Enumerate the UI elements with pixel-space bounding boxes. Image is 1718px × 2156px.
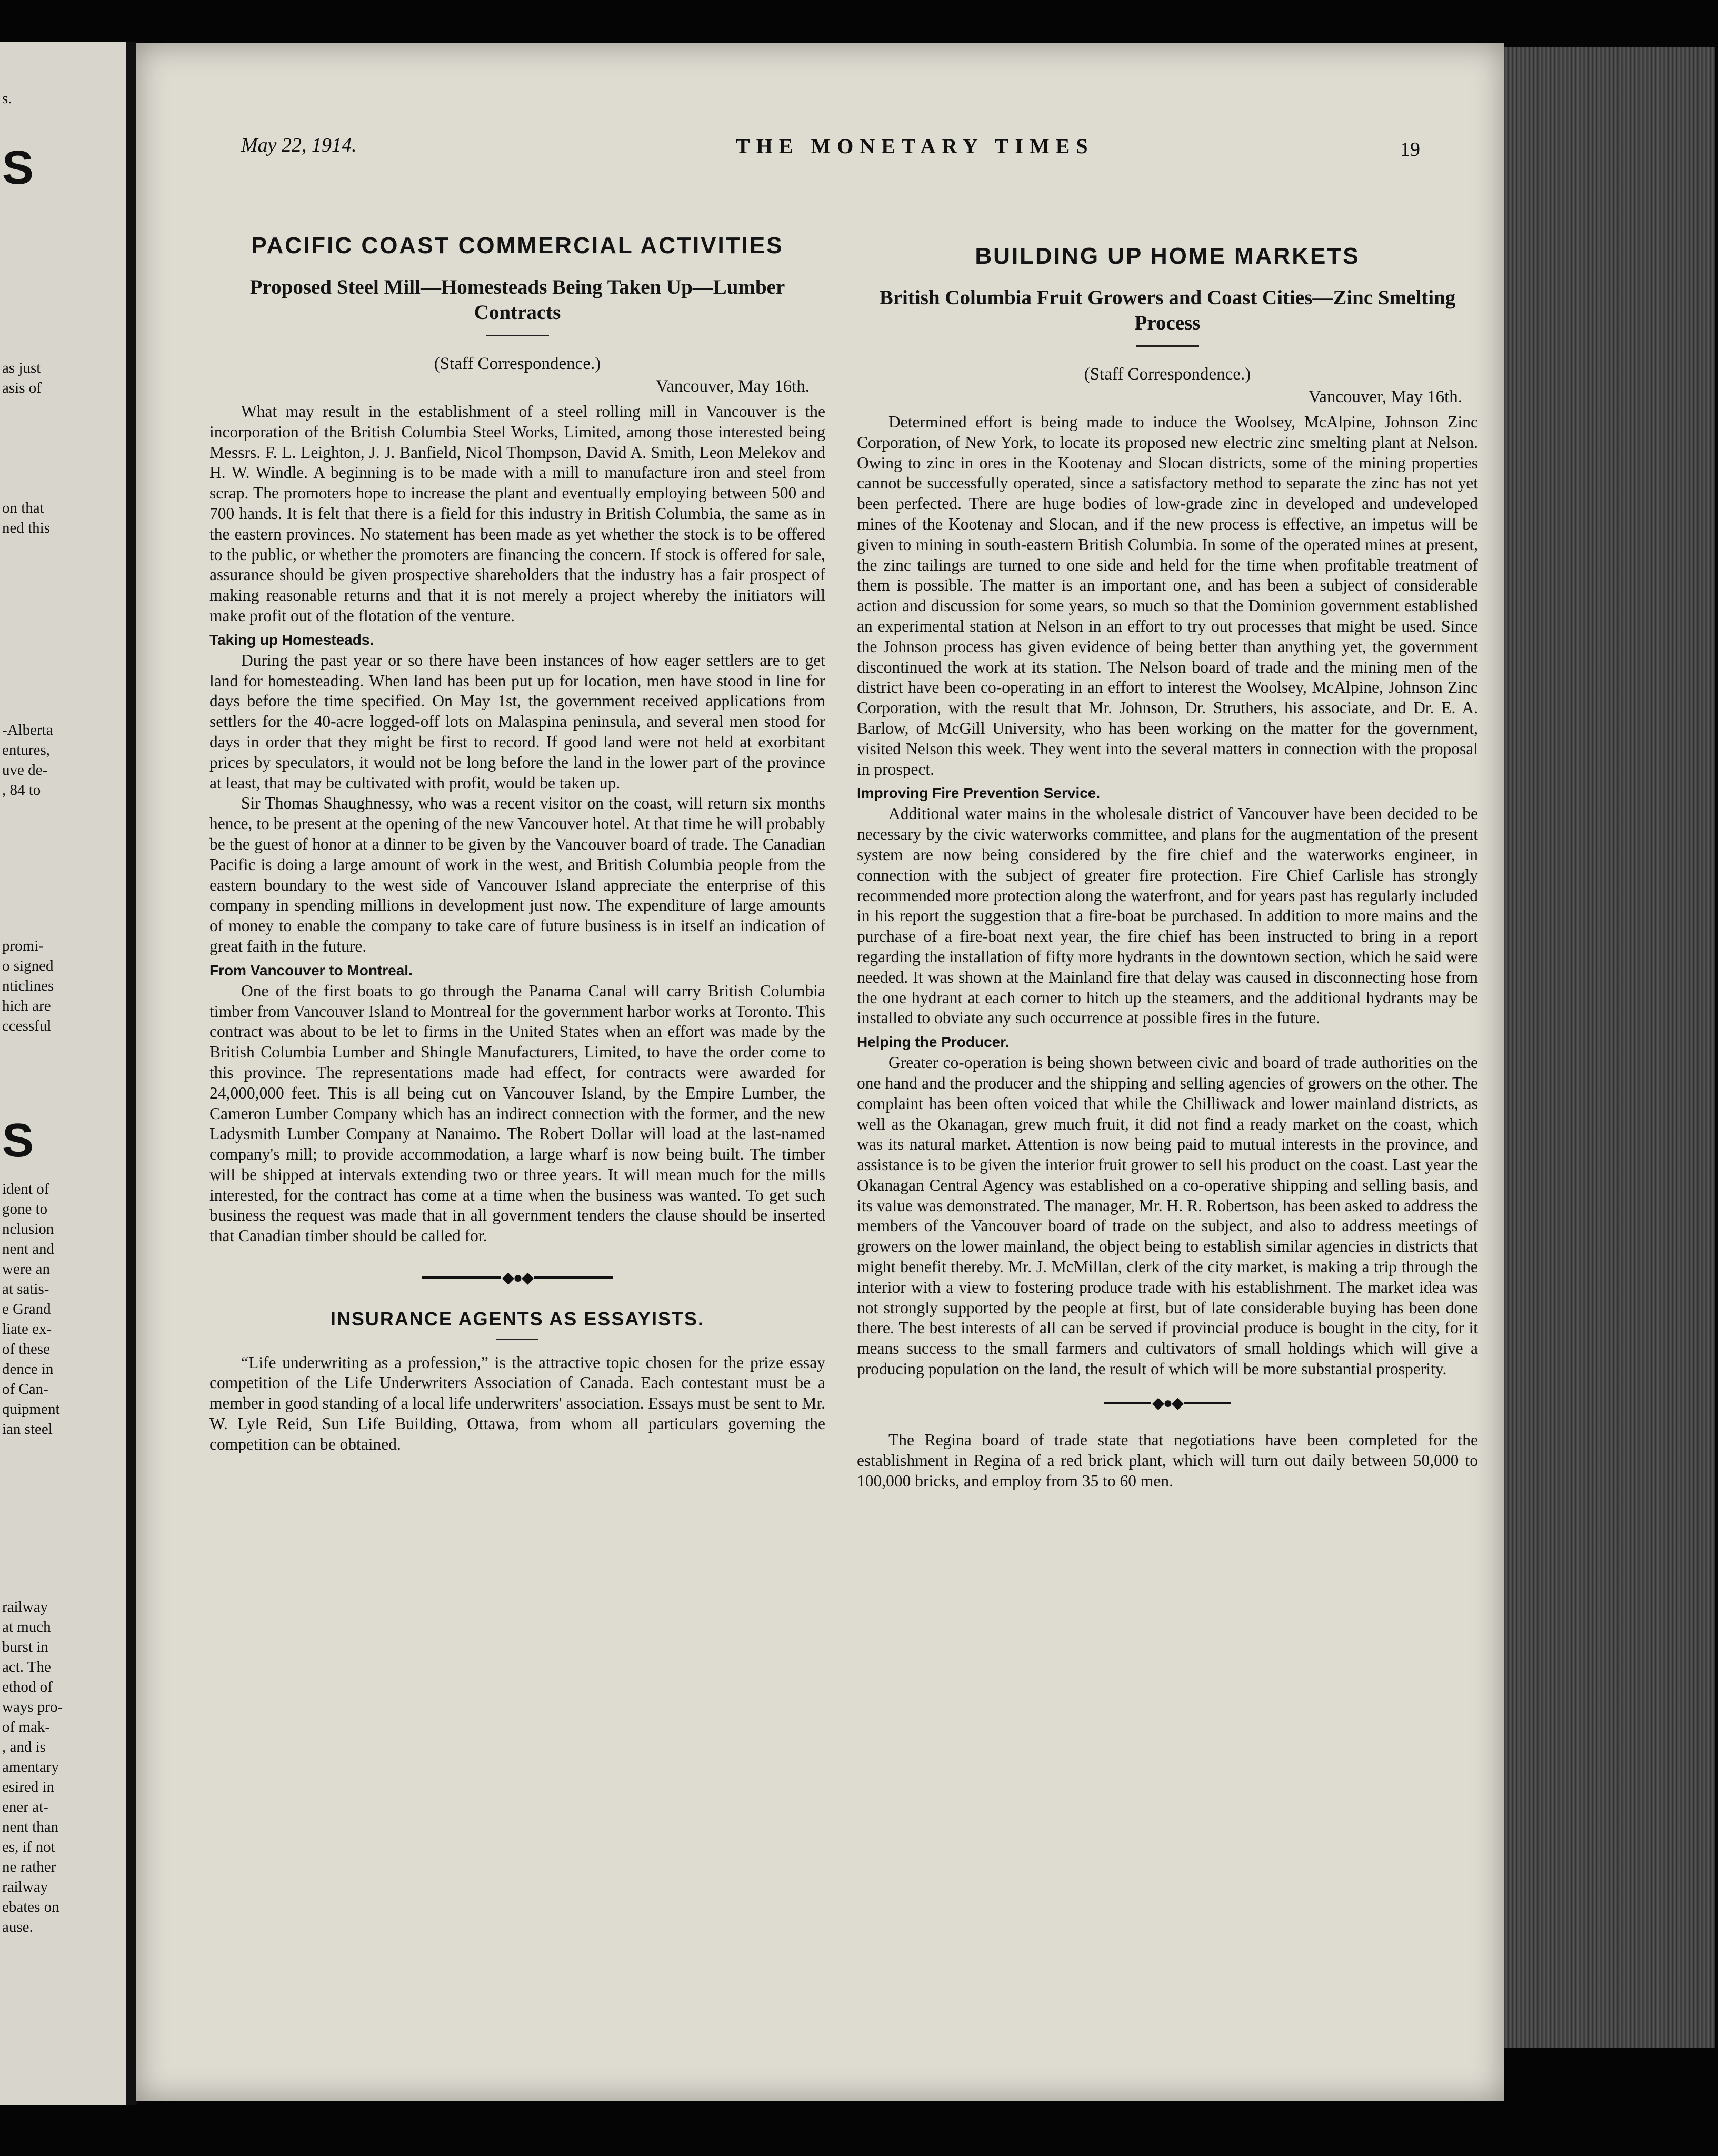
left-page-fragment: act. The [2, 1659, 51, 1675]
left-page-fragment: o signed [2, 957, 54, 974]
left-page-fragment: burst in [2, 1639, 48, 1655]
left-page-fragment: nclusion [2, 1221, 54, 1237]
page-edges [1504, 47, 1715, 2048]
ornament-divider: ◆●◆ [857, 1393, 1478, 1413]
left-page-fragment: , and is [2, 1739, 46, 1755]
article-paragraph: Greater co-operation is being shown between civic and board of trade authorities on the one hand and the producer and the shipping and selling agencies of growers on the other. The complaint has been often voiced that while the Chilliwack and lower mainland districts, as well as the Okanagan, grew much fruit, it did not find a ready market on the coast, which was its natural market. Attention is now being paid to mutual interests in the province, and assistance is to be given the interior fruit grower to sell his product on the coast. Last year the Okanagan Central Agency was established on a co-operative shipping and selling basis, and its value was demonstrated. The manager, Mr. H. R. Robertson, has been asked to address the members of the Vancouver board of trade on the subject, and also to address meetings of growers on the lower mainland, the object being to establish similar agencies in districts that might benefit thereby. Mr. J. McMillan, clerk of the city market, is making a trip through the interior with a view to fostering produce trade with his establishment. The market idea was not strongly supported by the people at first, but of late considerable buying has been done there. The best interests of all can be served if provincial produce is bought in the city, for it means success to the small farmers and cultivators of small holdings which will give a producing population on the land, the result of which will be more substantial prosperity. [857, 1053, 1478, 1379]
divider-rule [1136, 345, 1199, 347]
adjacent-page-fragment [0, 42, 126, 2105]
newspaper-page [136, 43, 1504, 2101]
article-paragraph: One of the first boats to go through the Panama Canal will carry British Columbia timber from Vancouver Island to Montreal for the government harbor works at Toronto. This contract was about to be let to firms in the United States when an effort was made by the British Columbia Lumber and Shingle Manufacturers, Limited, to have the order come to this province. The representations made had effect, for contracts were awarded for 24,000,000 feet. This is all being cut on Vancouver Island, by the Empire Lumber, the Cameron Lumber Company which has an indirect connection with the former, and the new Ladysmith Lumber Company at Nanaimo. The Robert Dollar will load at the last-named company's mill; to provide accommodation, a large wharf is now being built. The timber will be shipped at intervals extending two or three years. It will mean much for the mills interested, for the contract has come at a time when the business was wanted. To get such business the request was made that in all government tenders the clause should be inserted that Canadian timber should be called for. [209, 981, 825, 1245]
issue-date: May 22, 1914. [241, 134, 357, 156]
article-paragraph: “Life underwriting as a profession,” is the attractive topic chosen for the prize essay competition of the Life Underwriters Association of Canada. Each contestant must be a member in good standing of a local life underwriters' association. Essays must be sent to Mr. W. Lyle Reid, Sun Life Building, Ottawa, from whom all particulars governing the competition can be obtained. [209, 1353, 825, 1453]
section-title: INSURANCE AGENTS AS ESSAYISTS. [330, 1307, 705, 1330]
left-page-fragment: of these [2, 1341, 50, 1358]
article-paragraph: What may result in the establishment of a steel rolling mill in Vancouver is the incorporation of the British Columbia Steel Works, Limited, among those interested being Messrs. F. L. Leighton, J. J. Banfield, Nicol Thompson, David A. Smith, Leon Melekov and H. W. Windle. A beginning is to be made with a mill to manufacture iron and steel from scrap. The promoters hope to increase the plant and eventually employing between 500 and 700 hands. It is felt that there is a field for this industry in British Columbia, the same as in the eastern provinces. No statement has been made as yet whether the stock is to be offered to the public, or whether the promoters are financing the concern. If stock is offered for sale, assurance should be given prospective shareholders that the industry has a fair prospect of making reasonable returns and that it is not merely a project whereby the initiators will make profit out of the flotation of the venture. [209, 402, 825, 625]
section-title: BUILDING UP HOME MARKETS [975, 243, 1360, 269]
left-page-fragment: of mak- [2, 1719, 50, 1735]
left-page-fragment: S [2, 142, 34, 194]
dateline: Vancouver, May 16th. [656, 377, 810, 396]
left-page-fragment: ebates on [2, 1899, 59, 1915]
left-page-fragment: railway [2, 1879, 48, 1895]
left-page-fragment: e Grand [2, 1301, 51, 1317]
left-page-fragment: liate ex- [2, 1321, 52, 1337]
left-page-fragment: nent and [2, 1241, 55, 1257]
left-page-fragment: ian steel [2, 1421, 53, 1438]
left-page-fragment: railway [2, 1599, 48, 1615]
article-deck: Proposed Steel Mill—Homesteads Being Taken Up—Lumber Contracts [249, 276, 785, 324]
right-column [857, 243, 1478, 1492]
left-page-fragment: s. [2, 90, 12, 107]
article-paragraph: During the past year or so there have been instances of how eager settlers are to get land for homesteading. When land has been put up for location, men have stood in line for days before the time specified. On May 1st, the government received applications from settlers for the 40-acre logged-off lots on Malaspina peninsula, and several men stood for days in order that they might be first to record. If good land were not held at exorbitant prices by speculators, it would not be long before the land in the lower part of the province at least, that may be cultivated with profit, would be taken up. [209, 651, 825, 792]
left-page-fragment: gone to [2, 1201, 48, 1217]
left-page-fragment: at satis- [2, 1281, 49, 1297]
page-header [241, 134, 1441, 165]
left-page-fragment: uve de- [2, 762, 48, 778]
article-deck: British Columbia Fruit Growers and Coast Cities—Zinc Smelting Process [879, 286, 1456, 334]
byline: (Staff Correspondence.) [1084, 365, 1251, 384]
left-page-fragment: S [2, 1114, 34, 1167]
ornament-divider: ◆●◆ [209, 1267, 825, 1287]
left-page-fragment: quipment [2, 1401, 60, 1418]
left-page-fragment: , 84 to [2, 782, 41, 798]
left-page-fragment: ethod of [2, 1679, 53, 1695]
left-page-fragment: hich are [2, 997, 51, 1014]
left-page-fragment: at much [2, 1619, 51, 1635]
left-page-fragment: on that [2, 500, 44, 516]
divider-rule [486, 335, 549, 336]
left-page-fragment: were an [2, 1261, 50, 1277]
left-page-fragment: ause. [2, 1919, 33, 1935]
left-page-fragment: promi- [2, 937, 44, 954]
masthead: THE MONETARY TIMES [736, 134, 1094, 158]
dateline: Vancouver, May 16th. [1309, 387, 1462, 406]
subheading: Helping the Producer. [857, 1034, 1010, 1051]
left-page-fragment: dence in [2, 1361, 54, 1378]
left-page-fragment: as just [2, 360, 41, 376]
article-paragraph: Determined effort is being made to induce the Woolsey, McAlpine, Johnson Zinc Corporation, of New York, to locate its proposed new electric zinc smelting plant at Nelson. Owing to zinc in ores in the Kootenay and Slocan districts, some of the mining properties cannot be successfully operated, since a satisfactory method to separate the zinc has not yet been perfected. There are huge bodies of low-grade zinc in developed and undeveloped mines of the Kootenay and Slocan, and if the new process is effective, an impetus will be given to mining in south-eastern British Columbia. In some of the operated mines at present, the zinc tailings are turned to one side and held for the time when profitable treatment of them is possible. The matter is an important one, and has been a subject of considerable action and discussion for some years, so much so that the Dominion government established an experimental station at Nelson in an effort to try out processes that might be used. Since the Johnson process has given evidence of being better than anything yet, the government discontinued the work at its station. The Nelson board of trade and the mining men of the district have been co-operating in an effort to interest the Woolsey, McAlpine, Johnson Zinc Corporation, with the result that Mr. Johnson, Dr. Struthers, his associate, and Dr. E. A. Barlow, of McGill University, who has been working on the matter for the government, visited Nelson this week. They went into the several matters in connection with the proposal in prospect. [857, 413, 1478, 778]
left-page-fragment: amentary [2, 1759, 59, 1775]
book-gutter [126, 42, 137, 2105]
left-page-fragment: nent than [2, 1819, 59, 1835]
subheading: From Vancouver to Montreal. [209, 962, 413, 979]
divider-rule [496, 1339, 538, 1340]
section-title: PACIFIC COAST COMMERCIAL ACTIVITIES [251, 233, 784, 258]
left-page-fragment: ways pro- [2, 1699, 63, 1715]
left-page-fragment: of Can- [2, 1381, 48, 1398]
left-page-fragment: ccessful [2, 1017, 52, 1034]
article-paragraph: Additional water mains in the wholesale district of Vancouver have been decided to be necessary by the civic waterworks committee, and plans for the augmentation of the present system are now being considered by the fire chief and the waterworks engineer, in connection with the subject of greater fire protection. Fire Chief Carlisle has strongly recommended more protection along the waterfront, and for years past has regularly included in his report the suggestion that a fire-boat be purchased. In addition to more mains and the purchase of a fire-boat next year, the fire chief has been instructed to bring in a report regarding the installation of fifty more hydrants in the downtown section, which he said were needed. It was shown at the Mainland fire that delay was caused in disconnecting hose from the one hydrant at each corner to hitch up the steamers, and the additional hydrants may be installed to obviate any such occurrence at possible fires in the future. [857, 804, 1478, 1027]
subheading: Improving Fire Prevention Service. [857, 785, 1101, 802]
article-paragraph: The Regina board of trade state that negotiations have been completed for the establishment in Regina of a red brick plant, which will turn out daily between 50,000 to 100,000 bricks, and employ from 35 to 60 men. [857, 1431, 1478, 1491]
subheading: Taking up Homesteads. [209, 631, 374, 648]
byline: (Staff Correspondence.) [434, 354, 601, 373]
left-page-fragment: ne rather [2, 1859, 56, 1875]
left-page-fragment: es, if not [2, 1839, 55, 1855]
left-page-fragment: ident of [2, 1181, 49, 1197]
left-page-fragment: nticlines [2, 977, 54, 994]
left-page-fragment: ned this [2, 520, 51, 536]
left-page-fragment: ener at- [2, 1799, 48, 1815]
left-page-fragment: -Alberta [2, 722, 53, 738]
article-paragraph: Sir Thomas Shaughnessy, who was a recent visitor on the coast, will return six months hence, to be present at the opening of the new Vancouver hotel. At that time he will probably be the guest of honor at a dinner to be given by the Vancouver board of trade. The Canadian Pacific is doing a large amount of work in the west, and British Columbia people from the eastern boundary to the west side of Vancouver Island appreciate the enterprise of this company in spending millions in development just now. The expenditure of large amounts of money to enable the company to take care of future business is in itself an indication of great faith in the future. [209, 794, 825, 955]
left-page-fragment: entures, [2, 742, 50, 758]
left-column [209, 233, 825, 1455]
left-page-fragment: asis of [2, 380, 42, 396]
left-page-fragment: esired in [2, 1779, 55, 1795]
page-number: 19 [1400, 138, 1420, 161]
